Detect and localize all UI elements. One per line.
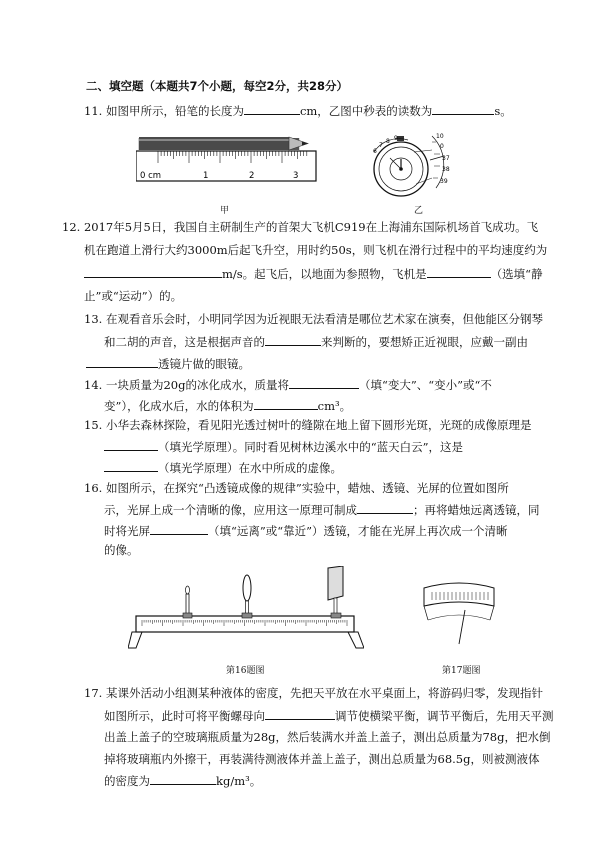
q17-answer-blank-1[interactable]	[265, 708, 335, 720]
q17-line-1-text: 某课外活动小组测某种液体的密度，先把天平放在水平桌面上，将游码归零，发现指针	[105, 686, 543, 700]
q14-answer-blank-1[interactable]	[289, 377, 359, 389]
question-11-text	[84, 103, 512, 118]
stopwatch-number-0: 0	[440, 143, 444, 150]
q15-answer-blank-2[interactable]	[104, 460, 158, 472]
q12-line-3-text-a: m/s。起飞后，以地面为参照物，飞机是	[222, 267, 427, 281]
q15-answer-blank-1[interactable]	[104, 439, 158, 451]
q14-answer-blank-2[interactable]	[254, 398, 318, 410]
stopwatch-figure	[370, 126, 470, 200]
q12-line-4: 止”或“运动”）的。	[84, 289, 183, 303]
ruler-tick-label-1: 1	[203, 171, 209, 181]
stopwatch-number-10: 10	[436, 133, 444, 140]
q15-line-2	[104, 439, 463, 454]
q16-line-2-text-b: ；再将蜡烛远离透镜，同	[413, 503, 540, 517]
q17-number: 17.	[84, 686, 103, 700]
q17-line-4: 掉将玻璃瓶内外擦干，再装满待测液体并盖上盖子，测出总质量为68.5g，则被测液体	[104, 752, 540, 766]
q13-line-2-text-a: 和二胡的声音，这是根据声音的	[104, 335, 265, 349]
figure-caption-b: 乙	[414, 206, 424, 216]
q13-line-3	[86, 356, 250, 371]
q11-text-c: s。	[494, 104, 512, 118]
q15-line-2-text: （填光学原理）。同时看见树林边溪水中的“蓝天白云”，这是	[158, 440, 464, 454]
question-17-line-1	[84, 686, 543, 700]
figure-caption-16: 第16题图	[226, 666, 265, 676]
q12-line-3	[84, 266, 543, 281]
q13-line-1-text: 在观看音乐会时，小明同学因为近视眼无法看清是哪位艺术家在演奏，但他能区分钢琴	[105, 312, 543, 326]
q11-text-a: 如图甲所示，铅笔的长度为	[105, 104, 244, 118]
q11-answer-blank-2[interactable]	[432, 103, 494, 115]
q17-line-2	[104, 708, 554, 723]
question-15-line-1	[84, 418, 531, 432]
q16-line-3-text-b: （填“远离”或“靠近”）透镜，才能在光屏上再次成一个清晰	[208, 524, 508, 538]
balance-pointer-figure	[418, 580, 500, 648]
q13-line-2	[104, 334, 528, 349]
q17-line-3: 出盖上盖子的空玻璃瓶质量为28g，然后装满水并盖上盖子，测出总质量为78g，把水倒	[104, 730, 551, 744]
q12-answer-blank-2[interactable]	[427, 266, 491, 278]
ruler-pencil-figure	[136, 128, 318, 190]
q17-line-5-text-a: 的密度为	[104, 774, 150, 788]
q12-number: 12.	[62, 220, 81, 234]
stopwatch-number-9: 9	[394, 135, 398, 142]
q11-answer-blank-1[interactable]	[244, 103, 300, 115]
stopwatch-number-38: 38	[442, 166, 450, 173]
q13-number: 13.	[84, 312, 103, 326]
q17-answer-blank-2[interactable]	[150, 773, 216, 785]
ruler-unit-label: 0 cm	[140, 171, 162, 181]
q16-line-4: 的像。	[104, 543, 139, 557]
q16-line-3	[104, 523, 508, 538]
q16-number: 16.	[84, 481, 103, 495]
q13-answer-blank-2[interactable]	[86, 356, 158, 368]
q15-line-1-text: 小华去森林探险，看见阳光透过树叶的缝隙在地上留下圆形光斑，光斑的成像原理是	[105, 418, 532, 432]
q14-line-1-text-a: 一块质量为20g的冰化成水，质量将	[105, 378, 289, 392]
q11-number: 11.	[84, 104, 103, 118]
question-13-line-1	[84, 312, 543, 326]
q17-line-5	[104, 773, 261, 788]
q12-line-1-text: 2017年5月5日，我国自主研制生产的首架大飞机C919在上海浦东国际机场首飞成功。飞	[83, 220, 539, 234]
q12-line-3-text-b: （选填“静	[490, 267, 543, 281]
q17-line-5-text-b: kg/m³。	[216, 774, 262, 788]
convex-lens	[242, 575, 252, 618]
pencil-shape	[139, 137, 308, 150]
q14-line-1-text-b: （填“变大”、“变小”或“不	[358, 378, 492, 392]
ruler-tick-label-2: 2	[249, 171, 255, 181]
light-screen	[328, 566, 343, 618]
q14-line-2-text-a: 变”），化成水后，水的体积为	[104, 399, 254, 413]
stopwatch-number-37: 37	[442, 155, 450, 162]
question-14-line-1	[84, 377, 492, 392]
q16-line-2-text-a: 示，光屏上成一个清晰的像，应用这一原理可制成	[104, 503, 357, 517]
q16-answer-blank-1[interactable]	[357, 502, 413, 514]
section-title: 二、填空题（本题共7个小题，每空2分，共28分）	[86, 79, 349, 93]
q14-line-2-text-b: cm³。	[317, 399, 352, 413]
stopwatch-number-8: 8	[386, 138, 390, 145]
q13-line-3-text: 透镜片做的眼镜。	[158, 357, 250, 371]
q12-answer-blank-1[interactable]	[84, 266, 222, 278]
q15-line-3	[104, 460, 342, 475]
question-12-line-1	[62, 220, 538, 234]
optical-bench-figure	[128, 566, 364, 652]
q13-line-2-text-b: 来判断的，要想矫正近视眼，应戴一副由	[321, 335, 528, 349]
q16-line-1-text: 如图所示，在探究“凸透镜成像的规律”实验中，蜡烛、透镜、光屏的位置如图所	[105, 481, 509, 495]
optical-bench-rail	[136, 616, 354, 632]
stopwatch-number-7: 7	[379, 142, 383, 149]
q14-line-2	[104, 398, 351, 413]
q17-line-2-text-b: 调节使横梁平衡，调节平衡后，先用天平测	[335, 709, 554, 723]
figure-caption-a: 甲	[220, 206, 230, 216]
q15-number: 15.	[84, 418, 103, 432]
q13-answer-blank-1[interactable]	[265, 334, 321, 346]
q12-line-2: 机在跑道上滑行大约3000m后起飞升空，用时约50s，则飞机在滑行过程中的平均速度约为	[84, 243, 548, 257]
ruler-tick-label-3: 3	[293, 171, 299, 181]
q11-text-b: cm，乙图中秒表的读数为	[299, 104, 433, 118]
q16-line-3-text-a: 时将光屏	[104, 524, 150, 538]
q15-line-3-text: （填光学原理）在水中所成的虚像。	[158, 461, 342, 475]
q14-number: 14.	[84, 378, 103, 392]
stopwatch-number-39: 39	[440, 178, 448, 185]
q16-line-2	[104, 502, 540, 517]
stopwatch-number-6: 6	[373, 148, 377, 155]
question-16-line-1	[84, 481, 509, 495]
figure-caption-17: 第17题图	[442, 666, 481, 676]
candle	[183, 586, 192, 618]
q17-line-2-text-a: 如图所示，此时可将平衡螺母向	[104, 709, 265, 723]
q16-answer-blank-2[interactable]	[150, 523, 208, 535]
